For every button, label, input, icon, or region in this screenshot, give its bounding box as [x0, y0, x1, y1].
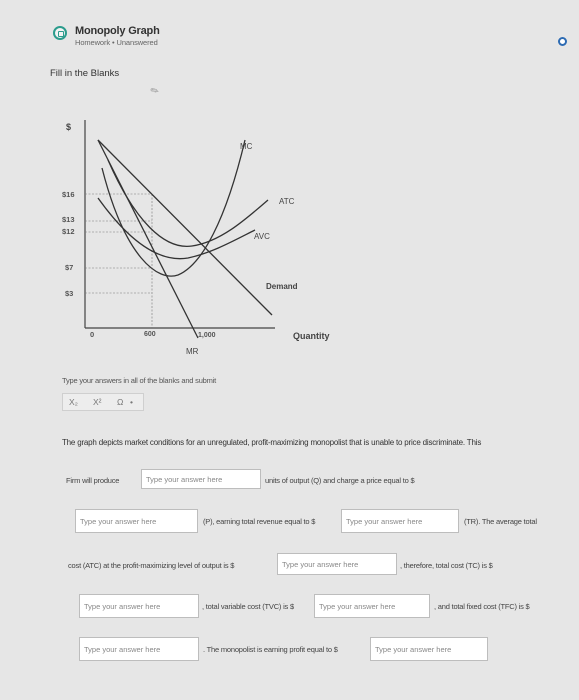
total-revenue-input[interactable]: [341, 509, 459, 533]
label-cost-atc: cost (ATC) at the profit-maximizing level of output is $: [68, 561, 235, 570]
format-toolbar: [62, 393, 144, 411]
assignment-icon: [53, 26, 67, 40]
info-icon[interactable]: [558, 37, 567, 46]
x-tick-600: 600: [144, 331, 156, 338]
quantity-input[interactable]: [141, 469, 261, 489]
y-tick-16: $16: [62, 190, 75, 199]
y-axis-unit: $: [66, 122, 72, 132]
atc-label: ATC: [279, 197, 295, 206]
total-cost-input[interactable]: [79, 594, 199, 618]
question-paragraph: The graph depicts market conditions for an unregulated, profit-maximizing monopolist that is unable to price discriminate. This: [62, 438, 482, 447]
y-tick-3: $3: [65, 289, 74, 298]
mr-label: MR: [186, 347, 199, 356]
monopoly-graph: [40, 110, 340, 370]
demand-label: Demand: [266, 282, 298, 291]
page-title: Monopoly Graph: [75, 25, 160, 37]
avc-label: AVC: [254, 232, 270, 241]
x-tick-1000: 1,000: [198, 332, 216, 339]
demand-curve: [98, 140, 272, 315]
superscript-button[interactable]: X²: [93, 397, 102, 407]
instructions-text: Type your answers in all of the blanks and submit: [62, 376, 217, 385]
subscript-button[interactable]: X₂: [69, 397, 78, 407]
label-earning-tr: (P), earning total revenue equal to $: [203, 517, 316, 526]
label-units-output: units of output (Q) and charge a price equal to $: [265, 476, 415, 485]
mc-label: MC: [240, 142, 253, 151]
x-axis-label: Quantity: [293, 331, 330, 341]
y-tick-12: $12: [62, 227, 75, 236]
label-firm-will-produce: Firm will produce: [66, 476, 120, 485]
pencil-icon: ✎: [148, 84, 162, 99]
label-tvc: , total variable cost (TVC) is $: [202, 602, 294, 611]
label-profit: . The monopolist is earning profit equal to $: [203, 645, 338, 654]
price-input[interactable]: [75, 509, 198, 533]
label-tr-average: (TR). The average total: [464, 517, 537, 526]
section-title: Fill in the Blanks: [50, 68, 120, 79]
mc-curve: [102, 140, 245, 276]
label-total-cost: , therefore, total cost (TC) is $: [400, 561, 493, 570]
page-subtitle: Homework • Unanswered: [75, 38, 158, 47]
profit-input[interactable]: [370, 637, 488, 661]
symbol-dropdown-icon[interactable]: •: [130, 397, 133, 407]
y-tick-13: $13: [62, 215, 75, 224]
tfc-input[interactable]: [79, 637, 199, 661]
avc-curve: [98, 198, 255, 259]
symbol-button[interactable]: Ω: [117, 397, 124, 407]
label-tfc: , and total fixed cost (TFC) is $: [434, 602, 530, 611]
tvc-input[interactable]: [314, 594, 430, 618]
atc-curve: [108, 160, 268, 246]
atc-input[interactable]: [277, 553, 397, 575]
x-tick-0: 0: [90, 330, 95, 339]
y-tick-7: $7: [65, 263, 74, 272]
